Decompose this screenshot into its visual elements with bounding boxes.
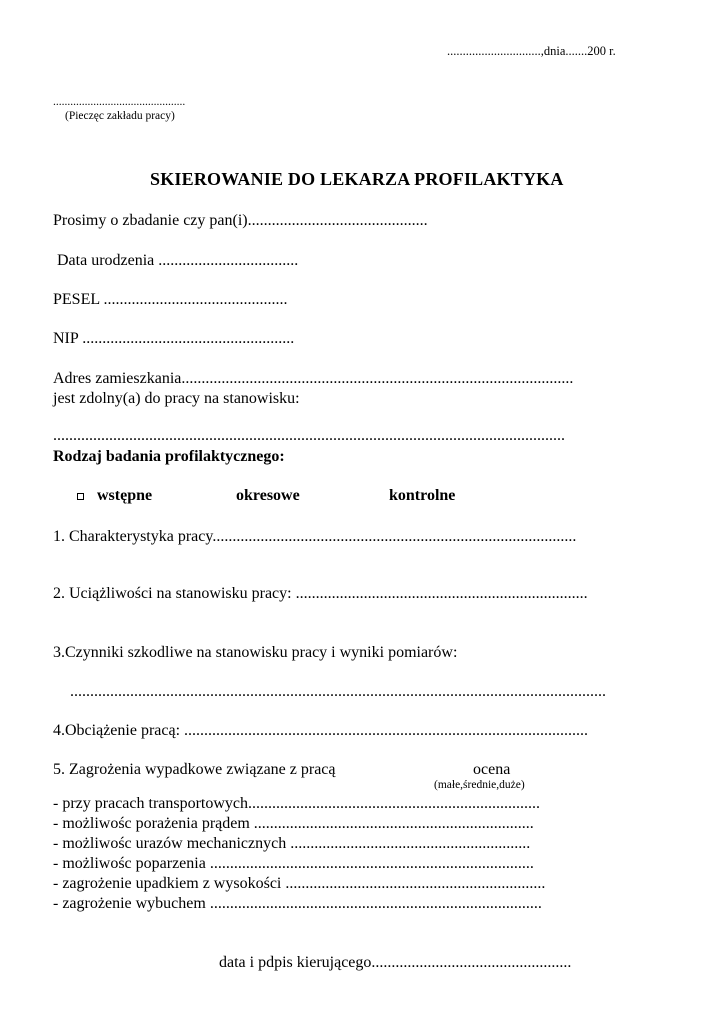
document-title: SKIEROWANIE DO LEKARZA PROFILAKTYKA bbox=[150, 169, 564, 189]
hazard-item: - możliwośc urazów mechanicznych ............................................................ bbox=[53, 835, 531, 852]
exam-option-control: kontrolne bbox=[389, 487, 456, 504]
hazard-item: - możliwośc porażenia prądem ...................................................................... bbox=[53, 815, 534, 832]
section-harmful-factors-dots: ...................................................................................................................................... bbox=[70, 683, 606, 700]
section-nuisances: 2. Uciążliwości na stanowisku pracy: ......................................................................... bbox=[53, 585, 588, 602]
stamp-label: (Pieczęc zakładu pracy) bbox=[65, 110, 175, 122]
stamp-dots: .............................................. bbox=[53, 96, 186, 108]
hazard-item: - zagrożenie wybuchem ................................................................................... bbox=[53, 895, 542, 912]
section-workload: 4.Obciążenie pracą: ..................................................................................................... bbox=[53, 722, 589, 739]
field-address: Adres zamieszkania.................................................................................................. bbox=[53, 370, 574, 387]
exam-option-initial: wstępne bbox=[97, 487, 153, 504]
field-pesel: PESEL .............................................. bbox=[53, 291, 288, 308]
exam-type-heading: Rodzaj badania profilaktycznego: bbox=[53, 448, 285, 465]
bullet-square-icon bbox=[77, 493, 84, 500]
section-work-characteristics: 1. Charakterystyka pracy........................................................................................... bbox=[53, 528, 577, 545]
hazard-score-hint: (małe,średnie,duże) bbox=[434, 779, 525, 791]
section-harmful-factors: 3.Czynniki szkodliwe na stanowisku pracy i wyniki pomiarów: bbox=[53, 644, 458, 661]
field-name: Prosimy o zbadanie czy pan(i)............................................. bbox=[53, 212, 428, 229]
field-fit-for-work: jest zdolny(a) do pracy na stanowisku: bbox=[53, 390, 300, 407]
signature-line: data i pdpis kierującego.................................................. bbox=[219, 954, 572, 971]
hazard-item: - przy pracach transportowych......................................................................... bbox=[53, 795, 541, 812]
exam-option-periodic: okresowe bbox=[236, 487, 300, 504]
field-position-dots: ................................................................................................................................ bbox=[53, 427, 565, 444]
date-line: ..............................,dnia.......200 r. bbox=[447, 44, 616, 58]
section-accident-hazards: 5. Zagrożenia wypadkowe związane z pracą bbox=[53, 761, 336, 778]
hazard-item: - zagrożenie upadkiem z wysokości ................................................................. bbox=[53, 875, 546, 892]
field-birth-date: Data urodzenia ................................... bbox=[57, 252, 299, 269]
field-nip: NIP ..................................................... bbox=[53, 330, 295, 347]
hazard-score-label: ocena bbox=[473, 761, 511, 778]
hazard-item: - możliwośc poparzenia ................................................................................. bbox=[53, 855, 534, 872]
